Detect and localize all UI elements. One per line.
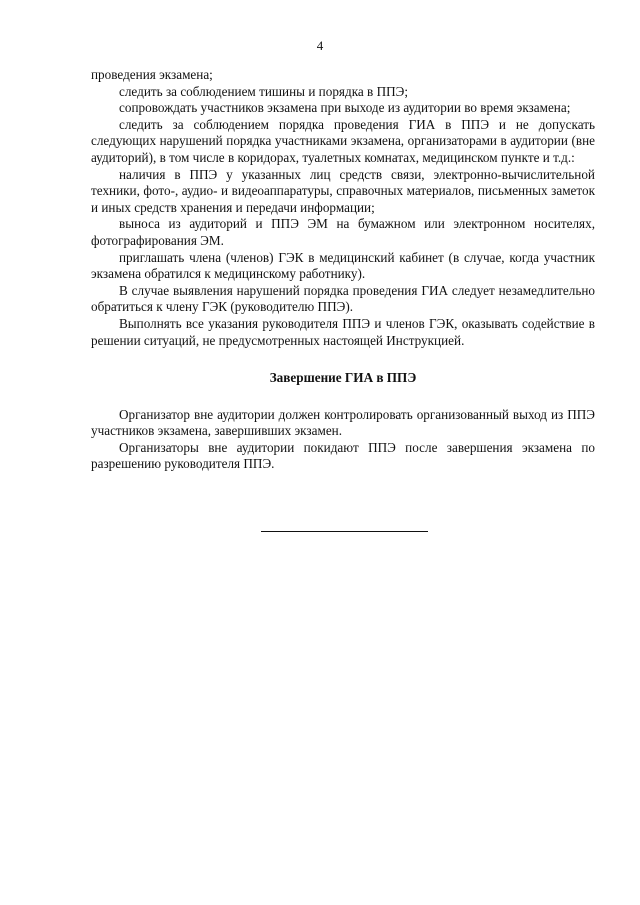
document-body — [91, 67, 595, 473]
end-of-document-line — [261, 531, 428, 532]
paragraph-monitor-violations: следить за соблюдением порядка проведения ГИА в ППЭ и не допускать следующих нарушений порядка участниками экзамена, организаторами в аудитории (вне аудиторий), в том числе в коридорах, туалетных комнатах, медицинском пункте и т.д.: — [91, 116, 595, 165]
paragraph-exam-conduct-continuation: проведения экзамена; — [91, 67, 213, 82]
paragraph-invite-gek-member: приглашать члена (членов) ГЭК в медицинский кабинет (в случае, когда участник экзамена обратился к медицинскому работнику). — [91, 249, 595, 282]
section-heading: Завершение ГИА в ППЭ — [269, 370, 417, 386]
paragraph-controlled-exit: Организатор вне аудитории должен контролировать организованный выход из ППЭ участников экзамена, завершивших экзамен. — [91, 406, 595, 439]
paragraph-leave-after-exam: Организаторы вне аудитории покидают ППЭ после завершения экзамена по разрешению руководителя ППЭ. — [91, 439, 595, 472]
paragraph-follow-instructions: Выполнять все указания руководителя ППЭ и членов ГЭК, оказывать содействие в решении ситуаций, не предусмотренных настоящей Инструкцией. — [91, 315, 595, 348]
page-number: 4 — [316, 38, 324, 53]
paragraph-communication-devices: наличия в ППЭ у указанных лиц средств связи, электронно-вычислительной техники, фото-, аудио- и видеоаппаратуры, справочных материалов, письменных заметок и иных средств хранения и передачи информации; — [91, 166, 595, 215]
paragraph-accompany-participants: сопровождать участников экзамена при выходе из аудитории во время экзамена; — [119, 100, 571, 116]
paragraph-silence-order: следить за соблюдением тишины и порядка в ППЭ; — [119, 83, 408, 99]
paragraph-removal-materials: выноса из аудиторий и ППЭ ЭМ на бумажном или электронном носителях, фотографирования ЭМ. — [91, 216, 595, 248]
paragraph-violations-contact: В случае выявления нарушений порядка проведения ГИА следует незамедлительно обратиться к члену ГЭК (руководителю ППЭ). — [91, 282, 595, 315]
